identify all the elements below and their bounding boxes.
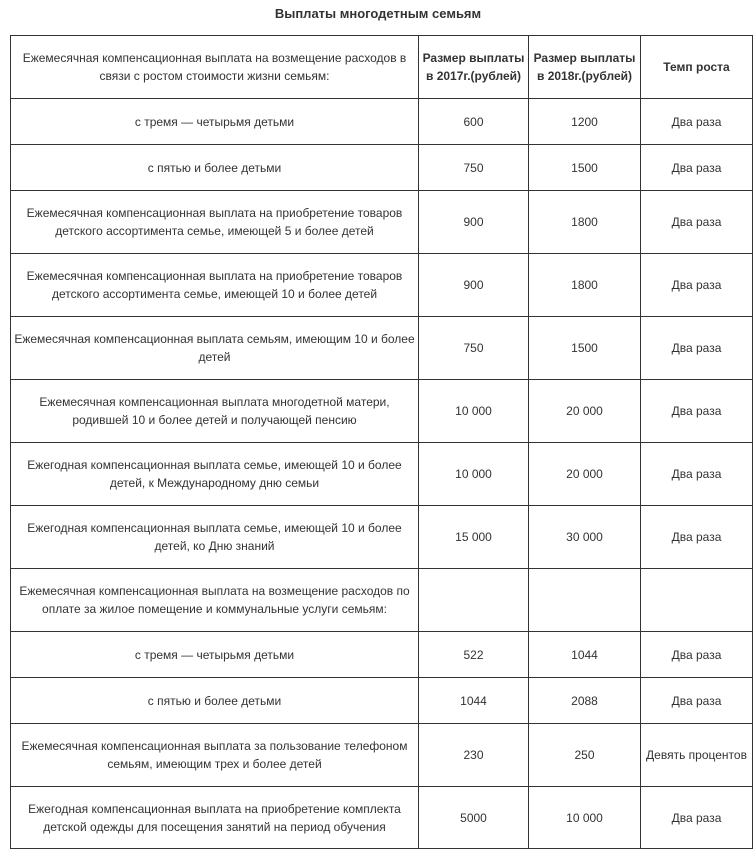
row-2017-cell: 600 xyxy=(419,99,529,145)
row-name-cell: Ежемесячная компенсационная выплата на приобретение товаров детского ассортимента семье, имеющей 10 и более детей xyxy=(11,254,419,317)
row-growth-cell: Два раза xyxy=(641,678,753,724)
header-cell-2017: Размер выплаты в 2017г.(рублей) xyxy=(419,36,529,99)
table-row xyxy=(11,380,753,443)
row-2017-cell: 750 xyxy=(419,145,529,191)
row-name-cell: Ежегодная компенсационная выплата семье, имеющей 10 и более детей, ко Дню знаний xyxy=(11,506,419,569)
row-2018-cell: 1044 xyxy=(529,632,641,678)
table-row xyxy=(11,145,753,191)
row-name-cell: Ежемесячная компенсационная выплата за пользование телефоном семьям, имеющим трех и более детей xyxy=(11,724,419,787)
row-growth-cell: Два раза xyxy=(641,632,753,678)
row-growth-cell: Девять процентов xyxy=(641,724,753,787)
row-growth-cell: Два раза xyxy=(641,191,753,254)
row-2017-cell: 750 xyxy=(419,317,529,380)
row-growth-cell: Два раза xyxy=(641,787,753,849)
row-name-cell: с пятью и более детьми xyxy=(11,678,419,724)
row-growth-cell: Два раза xyxy=(641,317,753,380)
row-growth-cell: Два раза xyxy=(641,380,753,443)
row-2017-cell: 900 xyxy=(419,254,529,317)
table-row xyxy=(11,317,753,380)
header-cell-2018: Размер выплаты в 2018г.(рублей) xyxy=(529,36,641,99)
row-growth-cell: Два раза xyxy=(641,145,753,191)
row-2017-cell: 10 000 xyxy=(419,380,529,443)
table-row xyxy=(11,443,753,506)
table-row xyxy=(11,787,753,849)
row-2018-cell: 2088 xyxy=(529,678,641,724)
row-growth-cell xyxy=(641,569,753,632)
row-2018-cell: 10 000 xyxy=(529,787,641,849)
row-2017-cell: 15 000 xyxy=(419,506,529,569)
row-2017-cell: 522 xyxy=(419,632,529,678)
page-title: Выплаты многодетным семьям xyxy=(274,6,482,21)
payments-table xyxy=(10,35,753,849)
table-row xyxy=(11,99,753,145)
row-2017-cell xyxy=(419,569,529,632)
row-growth-cell: Два раза xyxy=(641,254,753,317)
table-row xyxy=(11,506,753,569)
row-2018-cell: 250 xyxy=(529,724,641,787)
row-2018-cell: 1500 xyxy=(529,145,641,191)
header-cell-description: Ежемесячная компенсационная выплата на возмещение расходов в связи с ростом стоимости жизни семьям: xyxy=(11,36,419,99)
row-2017-cell: 5000 xyxy=(419,787,529,849)
row-growth-cell: Два раза xyxy=(641,506,753,569)
table-row xyxy=(11,724,753,787)
row-name-cell: Ежемесячная компенсационная выплата на возмещение расходов по оплате за жилое помещение и коммунальные услуги семьям: xyxy=(11,569,419,632)
row-name-cell: Ежемесячная компенсационная выплата семьям, имеющим 10 и более детей xyxy=(11,317,419,380)
row-2018-cell: 20 000 xyxy=(529,443,641,506)
table-row xyxy=(11,632,753,678)
row-name-cell: Ежегодная компенсационная выплата семье, имеющей 10 и более детей, к Международному дню семьи xyxy=(11,443,419,506)
row-2017-cell: 10 000 xyxy=(419,443,529,506)
row-growth-cell: Два раза xyxy=(641,443,753,506)
row-2018-cell: 20 000 xyxy=(529,380,641,443)
row-2017-cell: 1044 xyxy=(419,678,529,724)
row-2017-cell: 900 xyxy=(419,191,529,254)
header-cell-growth: Темп роста xyxy=(641,36,753,99)
row-2017-cell: 230 xyxy=(419,724,529,787)
table-row xyxy=(11,191,753,254)
row-name-cell: с пятью и более детьми xyxy=(11,145,419,191)
row-name-cell: Ежемесячная компенсационная выплата многодетной матери, родившей 10 и более детей и получающей пенсию xyxy=(11,380,419,443)
table-header-row xyxy=(11,36,753,99)
row-name-cell: Ежемесячная компенсационная выплата на приобретение товаров детского ассортимента семье, имеющей 5 и более детей xyxy=(11,191,419,254)
row-2018-cell xyxy=(529,569,641,632)
row-2018-cell: 1800 xyxy=(529,254,641,317)
row-2018-cell: 30 000 xyxy=(529,506,641,569)
table-row xyxy=(11,254,753,317)
row-2018-cell: 1500 xyxy=(529,317,641,380)
table-row xyxy=(11,569,753,632)
row-growth-cell: Два раза xyxy=(641,99,753,145)
row-name-cell: с тремя — четырьмя детьми xyxy=(11,632,419,678)
row-2018-cell: 1200 xyxy=(529,99,641,145)
row-name-cell: Ежегодная компенсационная выплата на приобретение комплекта детской одежды для посещения занятий на период обучения xyxy=(11,787,419,849)
row-name-cell: с тремя — четырьмя детьми xyxy=(11,99,419,145)
row-2018-cell: 1800 xyxy=(529,191,641,254)
table-row xyxy=(11,678,753,724)
